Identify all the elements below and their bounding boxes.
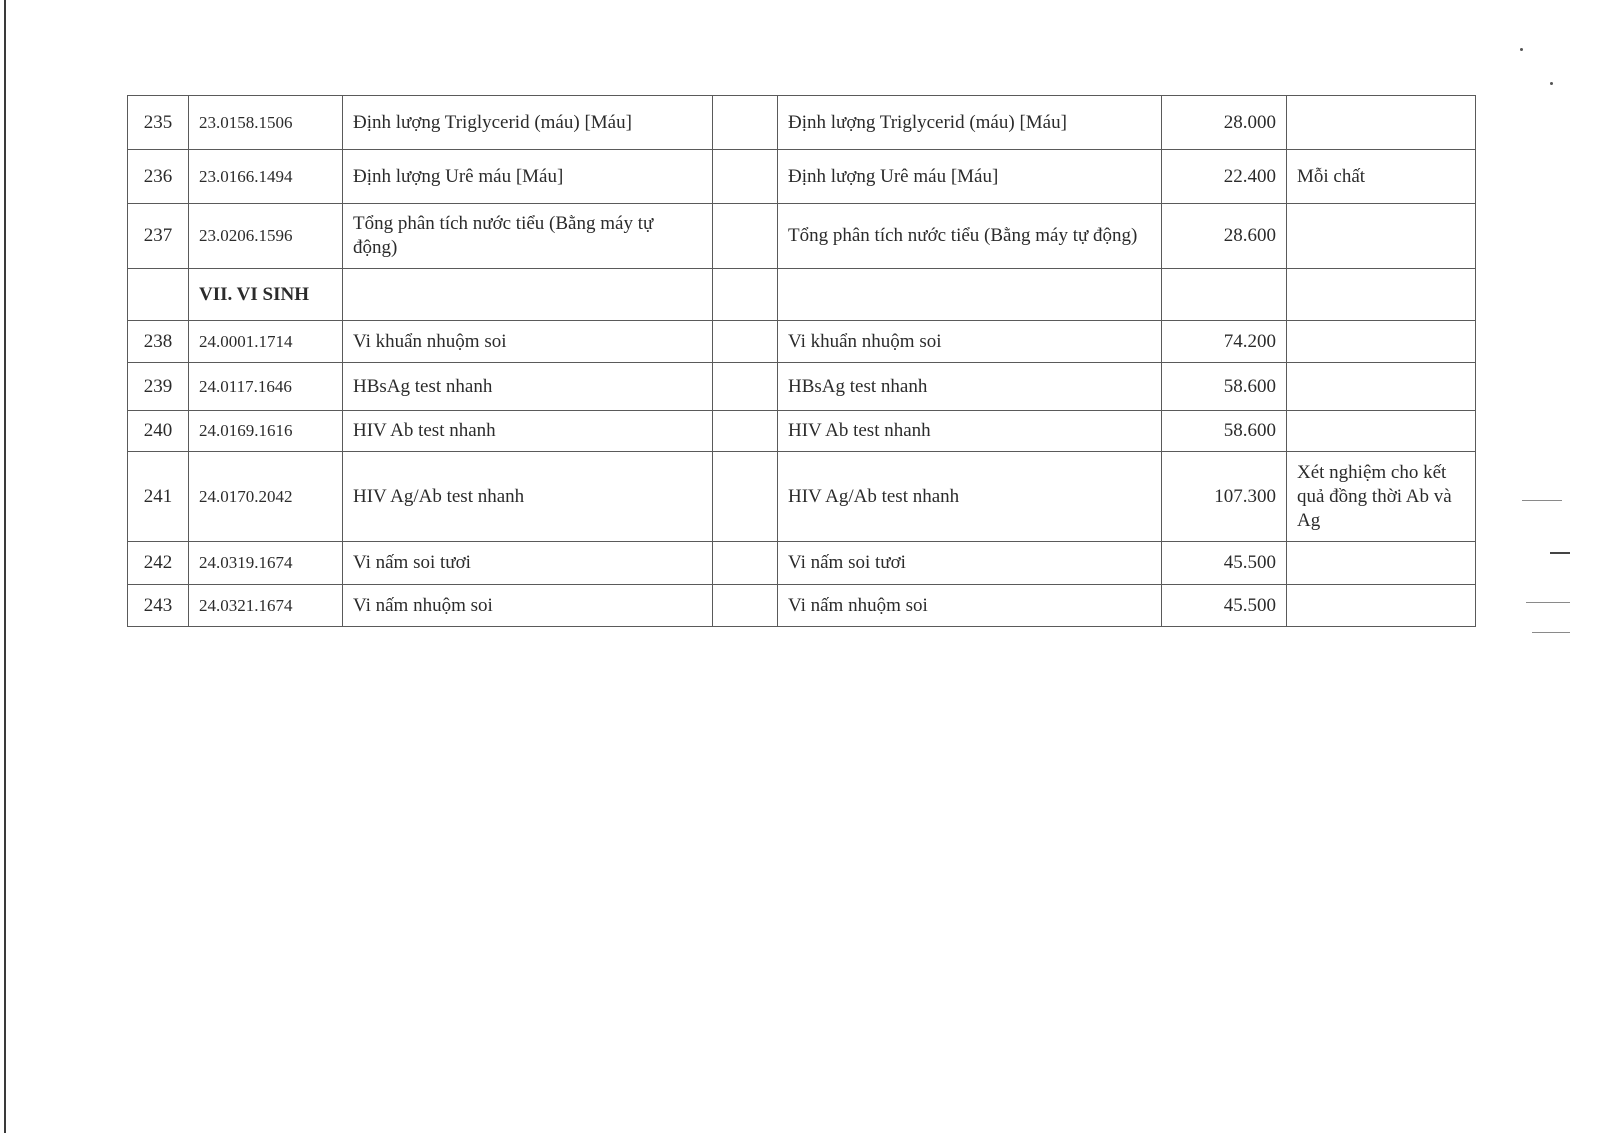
row-service-name-2: Vi khuẩn nhuộm soi — [778, 321, 1162, 363]
row-price: 45.500 — [1162, 542, 1287, 585]
row-code: 24.0117.1646 — [189, 363, 343, 411]
row-code: 24.0319.1674 — [189, 542, 343, 585]
row-service-name: HBsAg test nhanh — [343, 363, 713, 411]
row-stt: 242 — [128, 542, 189, 585]
row-service-name: Tổng phân tích nước tiểu (Bằng máy tự động) — [343, 204, 713, 269]
row-price: 74.200 — [1162, 321, 1287, 363]
row-service-name: Định lượng Triglycerid (máu) [Máu] — [343, 96, 713, 150]
page-edge-line — [4, 0, 6, 1133]
table-row — [128, 542, 1476, 585]
row-service-name: HIV Ag/Ab test nhanh — [343, 452, 713, 542]
row-note — [1287, 96, 1476, 150]
table-row — [128, 452, 1476, 542]
row-note — [1287, 363, 1476, 411]
table-row — [128, 585, 1476, 627]
row-service-name: Định lượng Urê máu [Máu] — [343, 150, 713, 204]
row-price: 28.000 — [1162, 96, 1287, 150]
section-empty-cell — [343, 269, 713, 321]
section-empty-cell — [778, 269, 1162, 321]
row-service-name-2: HIV Ab test nhanh — [778, 411, 1162, 452]
table-row — [128, 150, 1476, 204]
row-code: 24.0170.2042 — [189, 452, 343, 542]
scan-speck — [1520, 48, 1523, 51]
scan-edge-marks — [1516, 470, 1576, 670]
row-empty-cell — [713, 150, 778, 204]
row-price: 58.600 — [1162, 363, 1287, 411]
section-empty-stt — [128, 269, 189, 321]
row-service-name: HIV Ab test nhanh — [343, 411, 713, 452]
row-empty-cell — [713, 363, 778, 411]
table-row — [128, 96, 1476, 150]
section-empty-cell — [713, 269, 778, 321]
row-stt: 239 — [128, 363, 189, 411]
row-empty-cell — [713, 585, 778, 627]
row-empty-cell — [713, 321, 778, 363]
row-note: Mỗi chất — [1287, 150, 1476, 204]
section-title: VII. VI SINH — [189, 269, 343, 321]
scan-speck — [1550, 82, 1553, 85]
row-service-name-2: HIV Ag/Ab test nhanh — [778, 452, 1162, 542]
row-service-name-2: Vi nấm nhuộm soi — [778, 585, 1162, 627]
table-row — [128, 321, 1476, 363]
row-empty-cell — [713, 452, 778, 542]
row-service-name-2: HBsAg test nhanh — [778, 363, 1162, 411]
table-row — [128, 411, 1476, 452]
row-price: 107.300 — [1162, 452, 1287, 542]
row-stt: 238 — [128, 321, 189, 363]
table-row — [128, 204, 1476, 269]
row-service-name-2: Định lượng Urê máu [Máu] — [778, 150, 1162, 204]
section-header-row — [128, 269, 1476, 321]
row-note — [1287, 585, 1476, 627]
row-price: 28.600 — [1162, 204, 1287, 269]
row-stt: 236 — [128, 150, 189, 204]
row-service-name: Vi khuẩn nhuộm soi — [343, 321, 713, 363]
row-note — [1287, 542, 1476, 585]
section-empty-cell — [1287, 269, 1476, 321]
row-service-name: Vi nấm soi tươi — [343, 542, 713, 585]
row-empty-cell — [713, 411, 778, 452]
row-stt: 243 — [128, 585, 189, 627]
row-code: 23.0166.1494 — [189, 150, 343, 204]
row-empty-cell — [713, 542, 778, 585]
row-code: 24.0321.1674 — [189, 585, 343, 627]
table-row — [128, 363, 1476, 411]
row-stt: 240 — [128, 411, 189, 452]
row-service-name-2: Vi nấm soi tươi — [778, 542, 1162, 585]
row-note — [1287, 321, 1476, 363]
price-table — [127, 95, 1476, 627]
row-note — [1287, 411, 1476, 452]
row-empty-cell — [713, 96, 778, 150]
row-price: 45.500 — [1162, 585, 1287, 627]
row-empty-cell — [713, 204, 778, 269]
row-stt: 241 — [128, 452, 189, 542]
row-code: 23.0206.1596 — [189, 204, 343, 269]
row-service-name: Vi nấm nhuộm soi — [343, 585, 713, 627]
row-code: 24.0001.1714 — [189, 321, 343, 363]
row-stt: 235 — [128, 96, 189, 150]
row-service-name-2: Tổng phân tích nước tiểu (Bằng máy tự động) — [778, 204, 1162, 269]
row-price: 22.400 — [1162, 150, 1287, 204]
row-note: Xét nghiệm cho kết quả đồng thời Ab và Ag — [1287, 452, 1476, 542]
row-service-name-2: Định lượng Triglycerid (máu) [Máu] — [778, 96, 1162, 150]
row-stt: 237 — [128, 204, 189, 269]
row-code: 24.0169.1616 — [189, 411, 343, 452]
section-empty-cell — [1162, 269, 1287, 321]
row-note — [1287, 204, 1476, 269]
row-code: 23.0158.1506 — [189, 96, 343, 150]
row-price: 58.600 — [1162, 411, 1287, 452]
